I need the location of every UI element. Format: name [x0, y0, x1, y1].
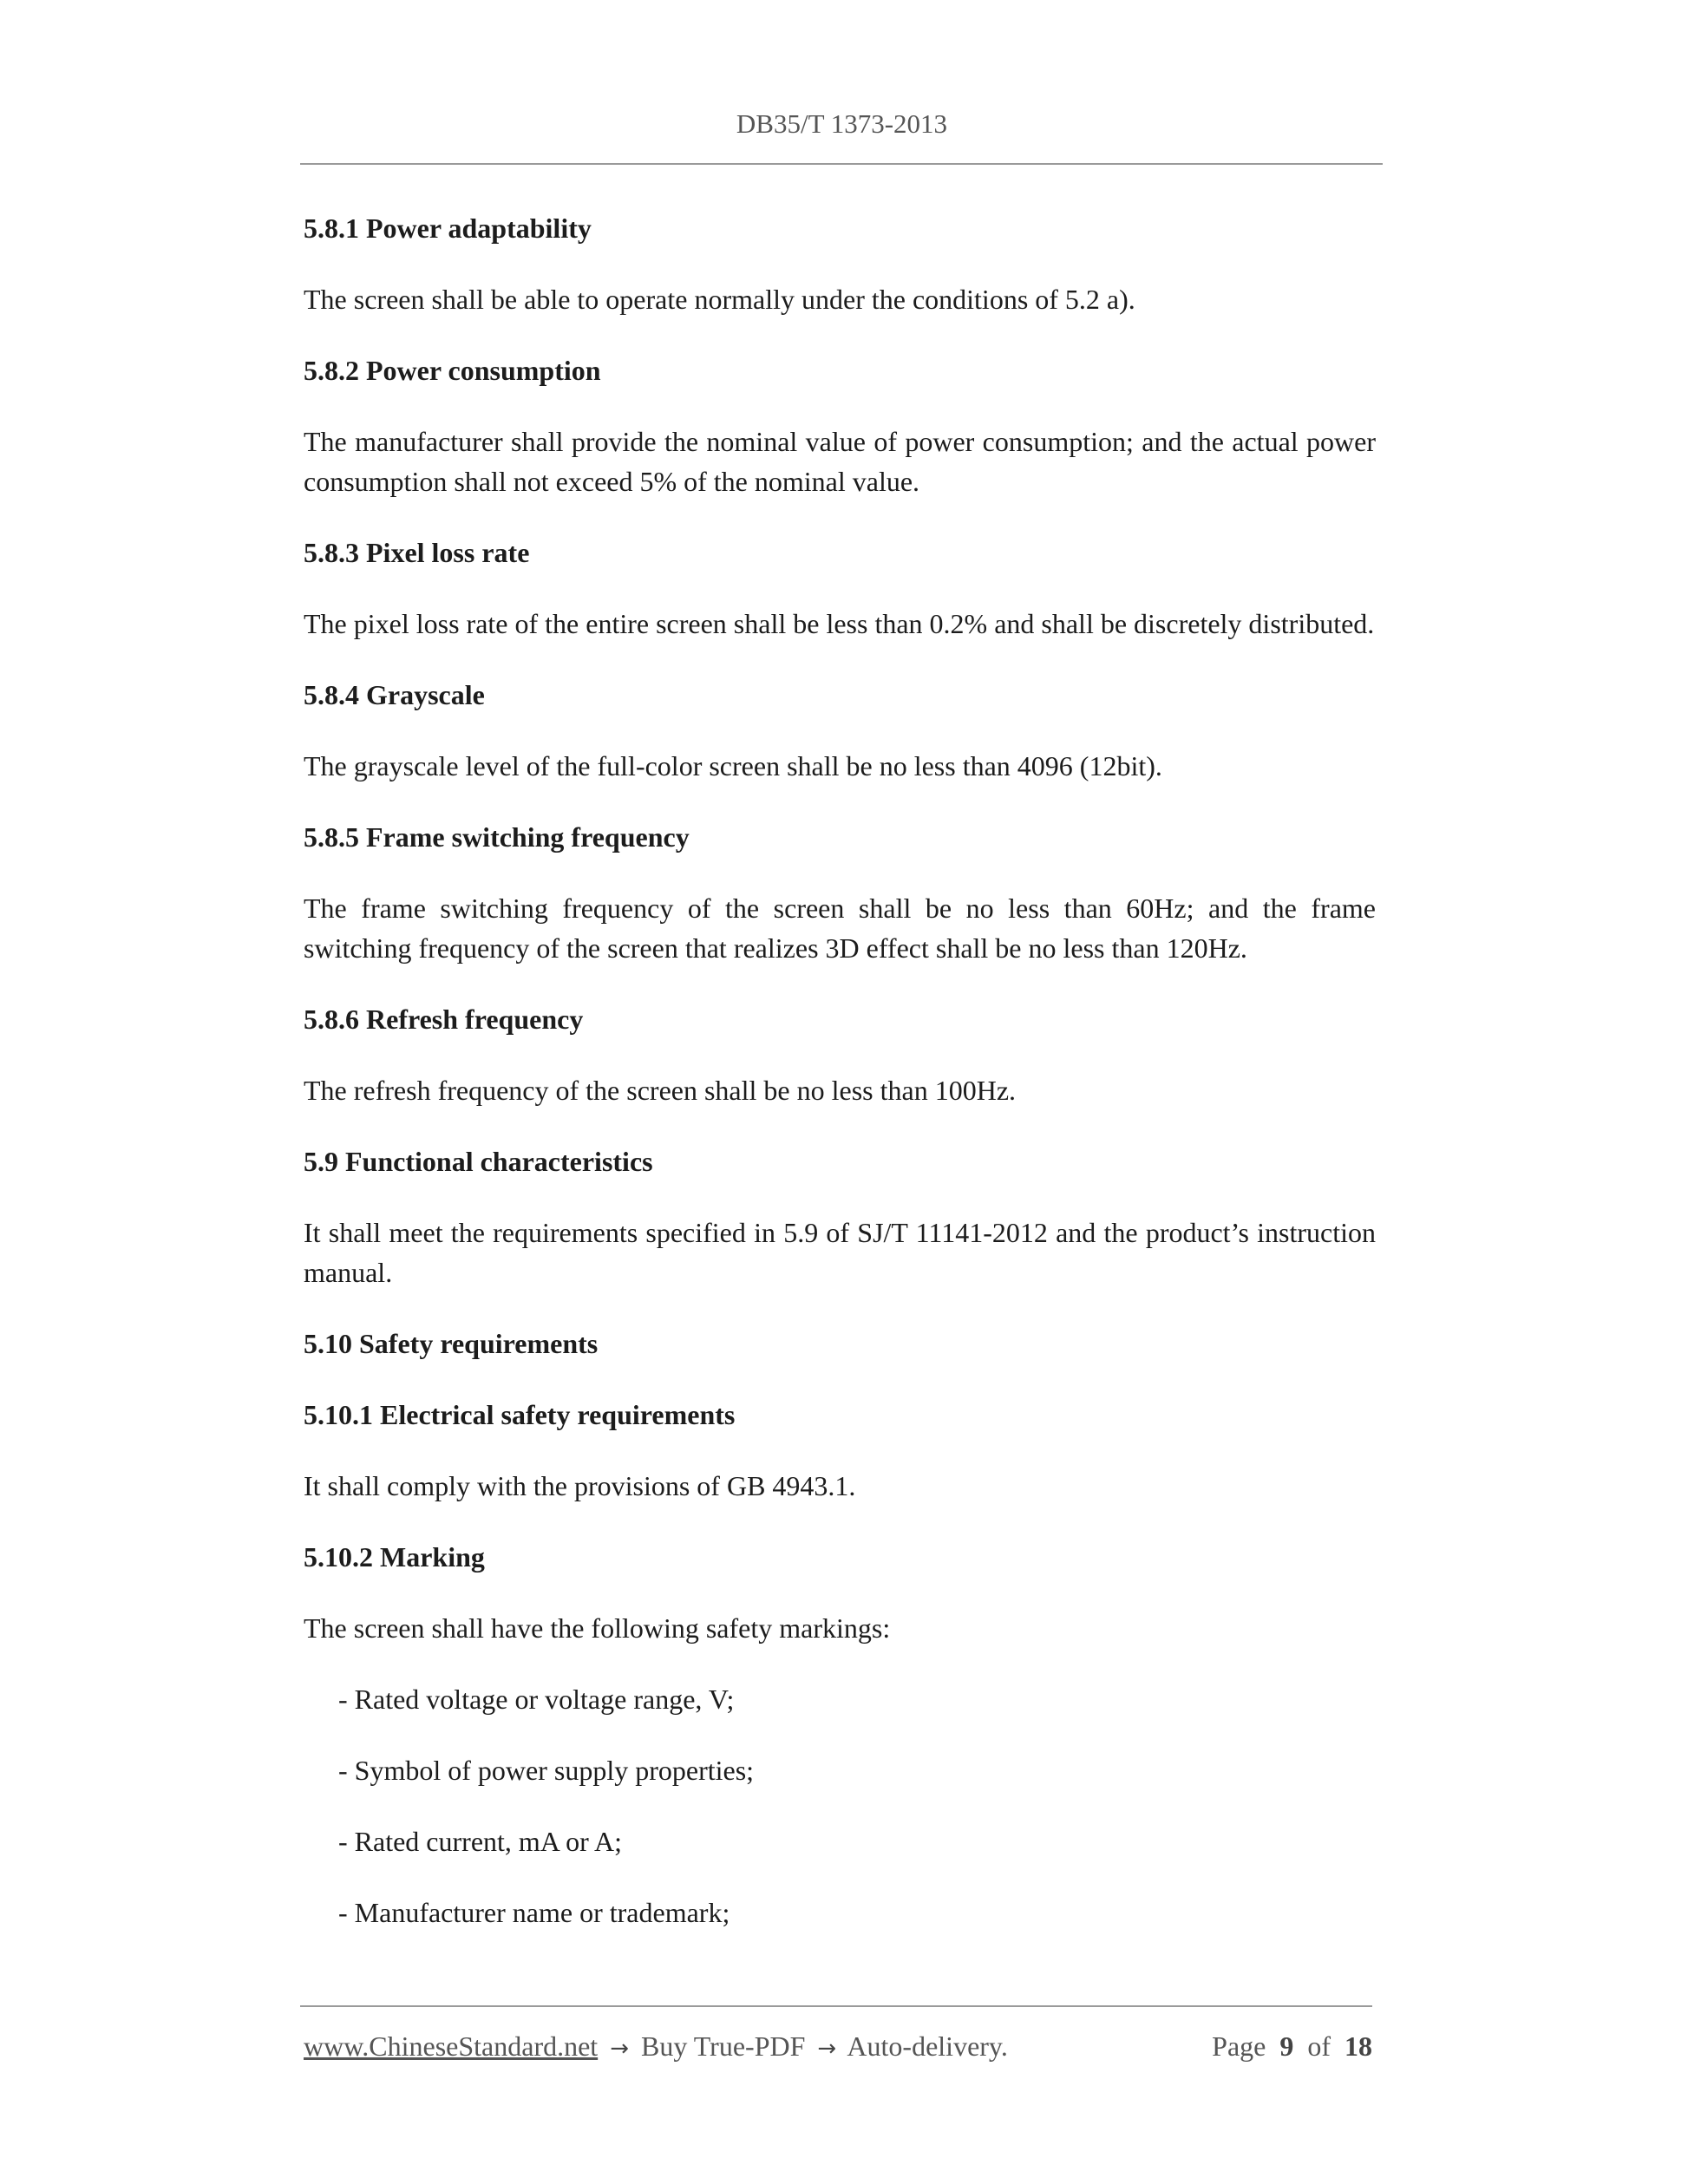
arrow-right-icon: → — [610, 2036, 629, 2062]
section-heading: 5.8.4 Grayscale — [304, 679, 485, 710]
section-paragraph: The pixel loss rate of the entire screen shall be less than 0.2% and shall be discretely distributed. — [304, 608, 1375, 639]
section-paragraph: It shall comply with the provisions of GB 4943.1. — [304, 1470, 856, 1501]
section-heading: 5.8.2 Power consumption — [304, 355, 601, 386]
website-link[interactable]: www.ChineseStandard.net — [304, 2030, 599, 2062]
section-heading: 5.10.2 Marking — [304, 1541, 485, 1573]
page-label: Page — [1212, 2030, 1266, 2062]
footer-divider — [300, 2005, 1372, 2007]
page-number: 9 — [1279, 2030, 1294, 2062]
section-heading: 5.8.5 Frame switching frequency — [304, 821, 690, 853]
of-label: of — [1307, 2030, 1331, 2062]
footer-step-delivery: Auto-delivery. — [847, 2030, 1008, 2062]
section-heading: 5.10 Safety requirements — [304, 1328, 599, 1359]
section-paragraph: The screen shall have the following safety markings: — [304, 1612, 891, 1644]
section-paragraph: The manufacturer shall provide the nominal value of power consumption; and the actual power consumption shall not exceed 5% of the nominal value. — [304, 426, 1376, 497]
header-divider — [300, 163, 1383, 165]
list-item: - Symbol of power supply properties; — [338, 1755, 755, 1786]
section-heading: 5.10.1 Electrical safety requirements — [304, 1399, 736, 1430]
footer-links — [304, 2026, 1008, 2069]
section-heading: 5.8.3 Pixel loss rate — [304, 537, 530, 568]
document-body — [304, 208, 1376, 1964]
section-heading: 5.8.1 Power adaptability — [304, 213, 592, 244]
list-item: - Rated voltage or voltage range, V; — [338, 1684, 735, 1715]
section-paragraph: The frame switching frequency of the screen shall be no less than 60Hz; and the frame switching frequency of the screen that realizes 3D effect shall be no less than 120Hz. — [304, 893, 1376, 964]
section-heading: 5.9 Functional characteristics — [304, 1146, 653, 1177]
section-heading: 5.8.6 Refresh frequency — [304, 1004, 584, 1035]
page-total: 18 — [1345, 2030, 1372, 2062]
arrow-right-icon: → — [817, 2036, 837, 2062]
footer-step-buy: Buy True-PDF — [640, 2030, 806, 2062]
list-item: - Manufacturer name or trademark; — [338, 1897, 730, 1928]
list-item: - Rated current, mA or A; — [338, 1826, 623, 1857]
section-paragraph: The refresh frequency of the screen shall be no less than 100Hz. — [304, 1075, 1017, 1106]
page-header: DB35/T 1373-2013 — [736, 108, 948, 139]
section-paragraph: It shall meet the requirements specified in 5.9 of SJ/T 11141-2012 and the product’s instruction manual. — [304, 1217, 1376, 1288]
section-paragraph: The grayscale level of the full-color screen shall be no less than 4096 (12bit). — [304, 750, 1162, 781]
section-paragraph: The screen shall be able to operate normally under the conditions of 5.2 a). — [304, 284, 1135, 315]
page-indicator — [1212, 2026, 1372, 2066]
